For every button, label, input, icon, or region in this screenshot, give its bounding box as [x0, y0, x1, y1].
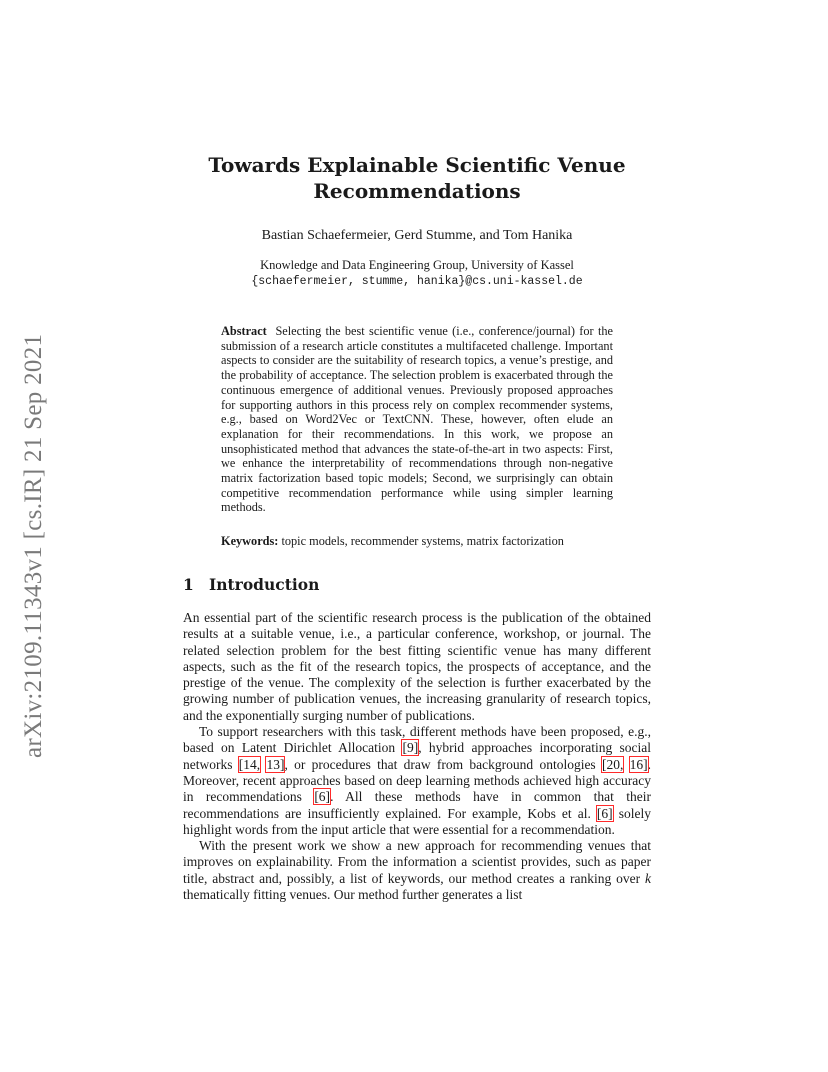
introduction-body: [183, 610, 651, 903]
text-run: With the present work we show a new approach for recommending venues that improves on explainability. From the information a scientist provides, such as paper title, abstract and, possibly, a list of keywords, our method creates a ranking over: [183, 838, 651, 886]
text-run: . All these methods have in common that their recommendations are insufficiently explained. For example, Kobs et al.: [183, 789, 651, 821]
author-emails: {schaefermeier, stumme, hanika}@cs.uni-kassel.de: [251, 275, 583, 288]
citation-link[interactable]: [9]: [402, 740, 419, 756]
affiliation: Knowledge and Data Engineering Group, University of Kassel: [260, 258, 574, 272]
citation-link[interactable]: 16]: [629, 756, 648, 772]
text-run: , hybrid approaches incorporating social networks: [183, 740, 651, 772]
citation-link[interactable]: [6]: [596, 805, 613, 821]
section-heading-introduction: [183, 575, 319, 594]
keywords: [221, 534, 641, 549]
citation-link[interactable]: [20,: [601, 756, 624, 772]
arxiv-identifier-stamp: arXiv:2109.11343v1 [cs.IR] 21 Sep 2021: [20, 333, 47, 758]
paragraph-1: An essential part of the scientific research process is the publication of the obtained results at a suitable venue, i.e., a particular conference, workshop, or journal. The related selection problem for the best fitting scientific venue has many different aspects, such as the fit of the research topics, the prospects of acceptance, and the prestige of the venue. The complexity of the selection is further exacerbated by the growing number of publication venues, the increasing granularity of research topics, and the exponentially surging number of publications.: [183, 610, 651, 723]
text-run: solely highlight words from the input article that were essential for a recommendation.: [183, 805, 651, 837]
keywords-label: Keywords:: [221, 534, 279, 548]
text-run: [623, 757, 629, 772]
paragraph-2: [183, 724, 651, 838]
citation-link[interactable]: 13]: [266, 756, 285, 772]
citation-link[interactable]: [6]: [314, 789, 331, 805]
paragraph-3: [183, 838, 651, 903]
section-title: Introduction: [209, 575, 320, 594]
paper-title-line2: Recommendations: [313, 179, 521, 203]
text-run: thematically fitting venues. Our method further generates a list: [183, 887, 523, 903]
paper-title: [180, 152, 654, 204]
keywords-text: topic models, recommender systems, matrix factorization: [281, 534, 564, 548]
author-list: Bastian Schaefermeier, Gerd Stumme, and Tom Hanika: [261, 228, 573, 243]
text-run: To support researchers with this task, different methods have been proposed, e.g., based on Latent Dirichlet Allocation: [183, 724, 651, 756]
text-run: , or procedures that draw from background ontologies: [284, 756, 602, 772]
abstract: [221, 324, 613, 515]
math-variable-k: k: [645, 870, 651, 886]
citation-link[interactable]: [14,: [238, 756, 261, 772]
paper-title-line1: Towards Explainable Scientific Venue: [208, 153, 626, 177]
abstract-label: Abstract: [221, 324, 267, 338]
section-number: 1: [183, 575, 194, 594]
text-run: . Moreover, recent approaches based on deep learning methods achieved high accuracy in recommendations: [183, 756, 651, 805]
abstract-text: Selecting the best scientific venue (i.e., conference/journal) for the submission of a research article constitutes a multifaceted challenge. Important aspects to consider are the suitability of research topics, a venue’s prestige, and the probability of acceptance. The selection problem is exacerbated through the continuous emergence of additional venues. Previously proposed approaches for supporting authors in this process rely on complex recommender systems, e.g., based on Word2Vec or TextCNN. These, however, often elude an explanation for their recommendations. In this work, we propose an unsophisticated method that advances the state-of-the-art in two aspects: First, we enhance the interpretability of recommendations through non-negative matrix factorization based topic models; Second, we surprisingly can obtain competitive recommendation performance while using simpler learning methods.: [221, 324, 614, 515]
